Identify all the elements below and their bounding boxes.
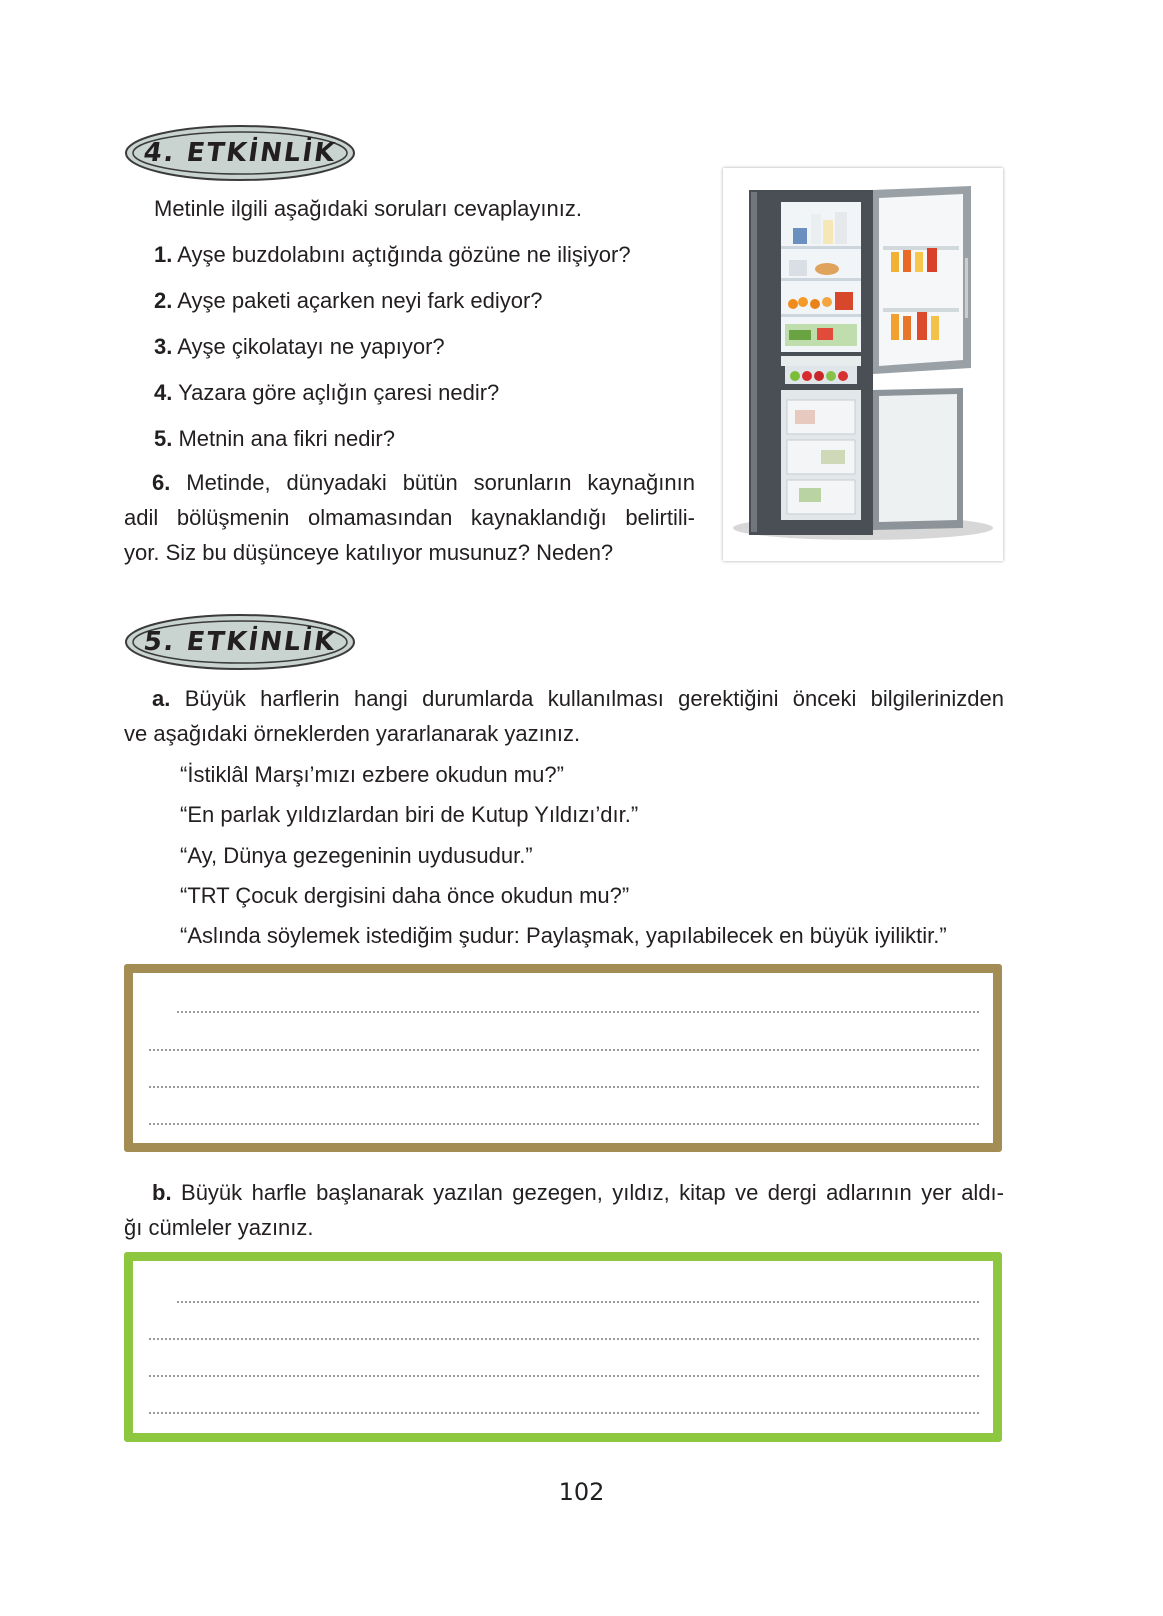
writing-line[interactable] [149,1123,979,1125]
question-4 [154,380,499,406]
activity-4-badge [124,124,356,182]
refrigerator-photo [723,168,1003,561]
writing-line[interactable] [149,1375,979,1377]
question-text: Ayşe paketi açarken neyi fark ediyor? [177,288,543,313]
question-3 [154,334,445,360]
question-number: 6. [152,470,171,495]
activity-5-badge [124,613,356,671]
activity-4-intro: Metinle ilgili aşağıdaki soruları cevaplayınız. [154,196,582,221]
part-b-instructions [124,1175,1004,1245]
instruction-line: ğı cümleler yazınız. [124,1215,314,1240]
activity-4-title: 4. ETKİNLİK [141,138,339,168]
example-sentence: “TRT Çocuk dergisini daha önce okudun mu?” [180,883,630,908]
example-sentence: “Ay, Dünya gezegeninin uydusudur.” [180,843,533,868]
writing-line[interactable] [177,1301,979,1303]
question-number: 3. [154,334,173,359]
instruction-line: ve aşağıdaki örneklerden yararlanarak yazınız. [124,721,581,746]
answer-box-b[interactable] [124,1252,1002,1442]
question-text: Ayşe buzdolabını açtığında gözüne ne ilişiyor? [177,242,631,267]
question-text: Ayşe çikolatayı ne yapıyor? [177,334,445,359]
writing-line[interactable] [149,1049,979,1051]
instruction-line: Büyük harflerin hangi durumlarda kullanılması gerektiğini önceki bilgilerinizden [184,686,1004,711]
answer-box-a[interactable] [124,964,1002,1152]
question-5 [154,426,395,452]
question-text-line: yor. Siz bu düşünceye katılıyor musunuz? Neden? [124,540,614,565]
example-sentence: “İstiklâl Marşı’mızı ezbere okudun mu?” [180,762,564,787]
question-number: 4. [154,380,173,405]
question-2 [154,288,543,314]
writing-line[interactable] [149,1086,979,1088]
activity-5-title: 5. ETKİNLİK [141,627,339,657]
part-a-instructions [124,681,1004,751]
question-1 [154,242,631,268]
part-b-label: b. [152,1180,172,1205]
instruction-line: Büyük harfle başlanarak yazılan gezegen, yıldız, kitap ve dergi adlarının yer aldı- [181,1180,1004,1205]
example-sentence: “Aslında söylemek istediğim şudur: Paylaşmak, yapılabilecek en büyük iyiliktir.” [180,923,947,948]
question-6 [124,465,695,570]
question-text: Metnin ana fikri nedir? [178,426,395,451]
question-number: 5. [154,426,173,451]
question-number: 2. [154,288,173,313]
question-text: Yazara göre açlığın çaresi nedir? [178,380,500,405]
question-text-line: Metinde, dünyadaki bütün sorunların kaynağının [186,470,695,495]
question-text-line: adil bölüşmenin olmamasından kaynaklandığı belirtili- [124,505,695,530]
writing-line[interactable] [149,1412,979,1414]
writing-line[interactable] [149,1338,979,1340]
part-a-label: a. [152,686,171,711]
example-sentence: “En parlak yıldızlardan biri de Kutup Yıldızı’dır.” [180,802,639,827]
page-number: 102 [558,1478,605,1506]
writing-line[interactable] [177,1011,979,1013]
question-number: 1. [154,242,173,267]
